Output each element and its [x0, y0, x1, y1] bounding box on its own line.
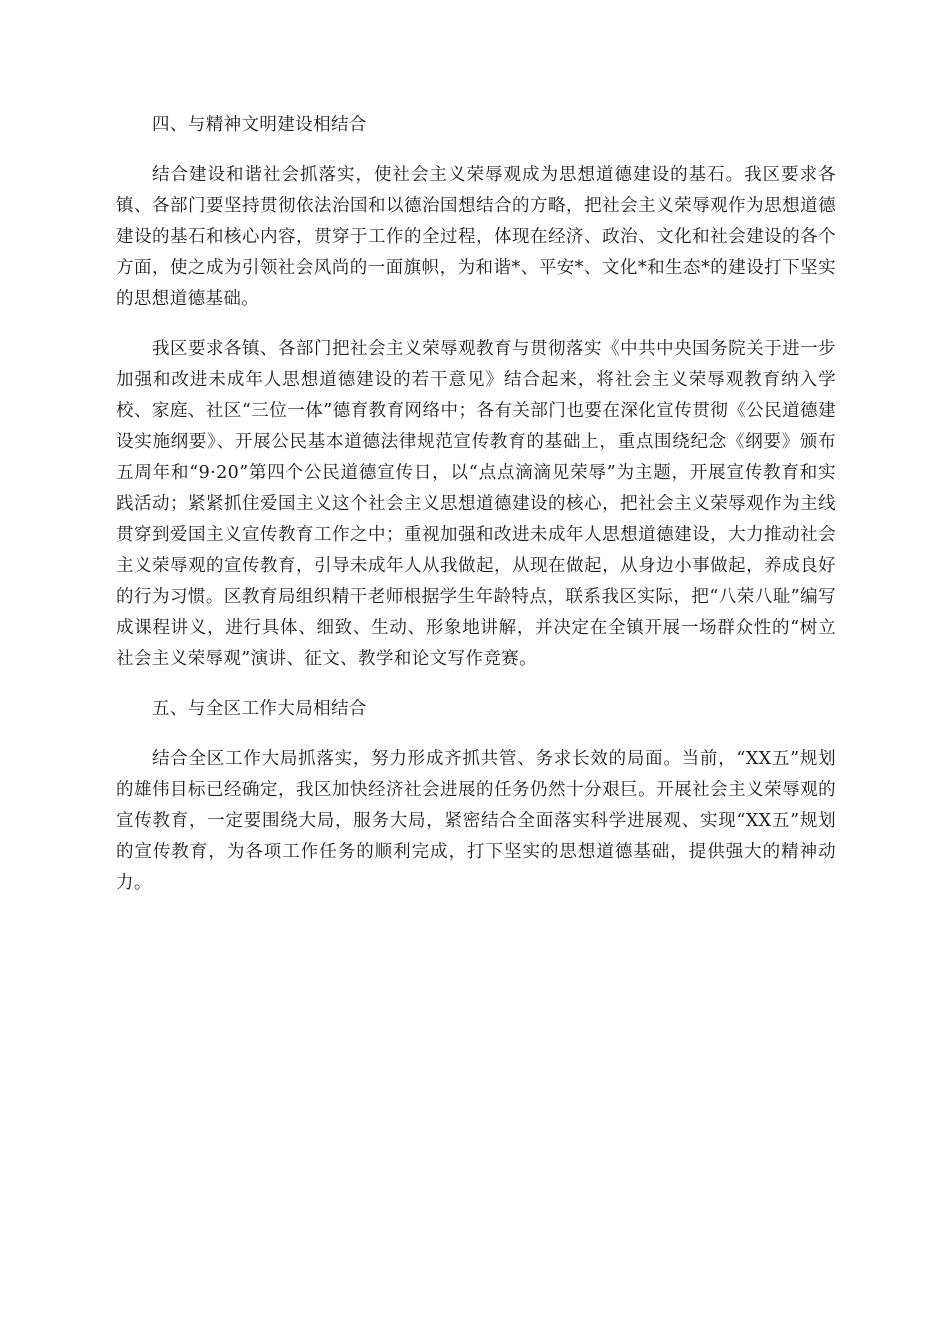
paragraph-4-1: 结合建设和谐社会抓落实，使社会主义荣辱观成为思想道德建设的基石。我区要求各镇、各部门要坚持贯彻依法治国和以德治国想结合的方略，把社会主义荣辱观作为思想道德建设的基石和核心内容，贯穿于工作的全过程，体现在经济、政治、文化和社会建设的各个方面，使之成为引领社会风尚的一面旗帜，为和谐*、平安*、文化*和生态*的建设打下坚实的思想道德基础。 — [116, 165, 836, 309]
spacer — [116, 315, 836, 334]
section-heading-4: 四、与精神文明建设相结合 — [152, 115, 367, 135]
spacer — [116, 725, 836, 744]
document-body — [116, 110, 836, 899]
spacer — [116, 675, 836, 694]
section-heading-5: 五、与全区工作大局相结合 — [152, 699, 367, 719]
spacer — [116, 141, 836, 160]
paragraph-5-1: 结合全区工作大局抓落实，努力形成齐抓共管、务求长效的局面。当前，“XX五”规划的雄伟目标已经确定，我区加快经济社会进展的任务仍然十分艰巨。开展社会主义荣辱观的宣传教育，一定要围绕大局，服务大局，紧密结合全面落实科学进展观、实现“XX五”规划的宣传教育，为各项工作任务的顺利完成，打下坚实的思想道德基础，提供强大的精神动力。 — [116, 749, 836, 893]
paragraph-4-2: 我区要求各镇、各部门把社会主义荣辱观教育与贯彻落实《中共中央国务院关于进一步加强和改进未成年人思想道德建设的若干意见》结合起来，将社会主义荣辱观教育纳入学校、家庭、社区“三位一体”德育教育网络中；各有关部门也要在深化宣传贯彻《公民道德建设实施纲要》、开展公民基本道德法律规范宣传教育的基础上，重点围绕纪念《纲要》颁布五周年和“9·20”第四个公民道德宣传日，以“点点滴滴见荣辱”为主题，开展宣传教育和实践活动；紧紧抓住爱国主义这个社会主义思想道德建设的核心，把社会主义荣辱观作为主线贯穿到爱国主义宣传教育工作之中；重视加强和改进未成年人思想道德建设，大力推动社会主义荣辱观的宣传教育，引导未成年人从我做起，从现在做起，从身边小事做起，养成良好的行为习惯。区教育局组织精干老师根据学生年龄特点，联系我区实际，把“八荣八耻”编写成课程讲义，进行具体、细致、生动、形象地讲解，并决定在全镇开展一场群众性的“树立社会主义荣辱观”演讲、征文、教学和论文写作竞赛。 — [116, 339, 836, 669]
